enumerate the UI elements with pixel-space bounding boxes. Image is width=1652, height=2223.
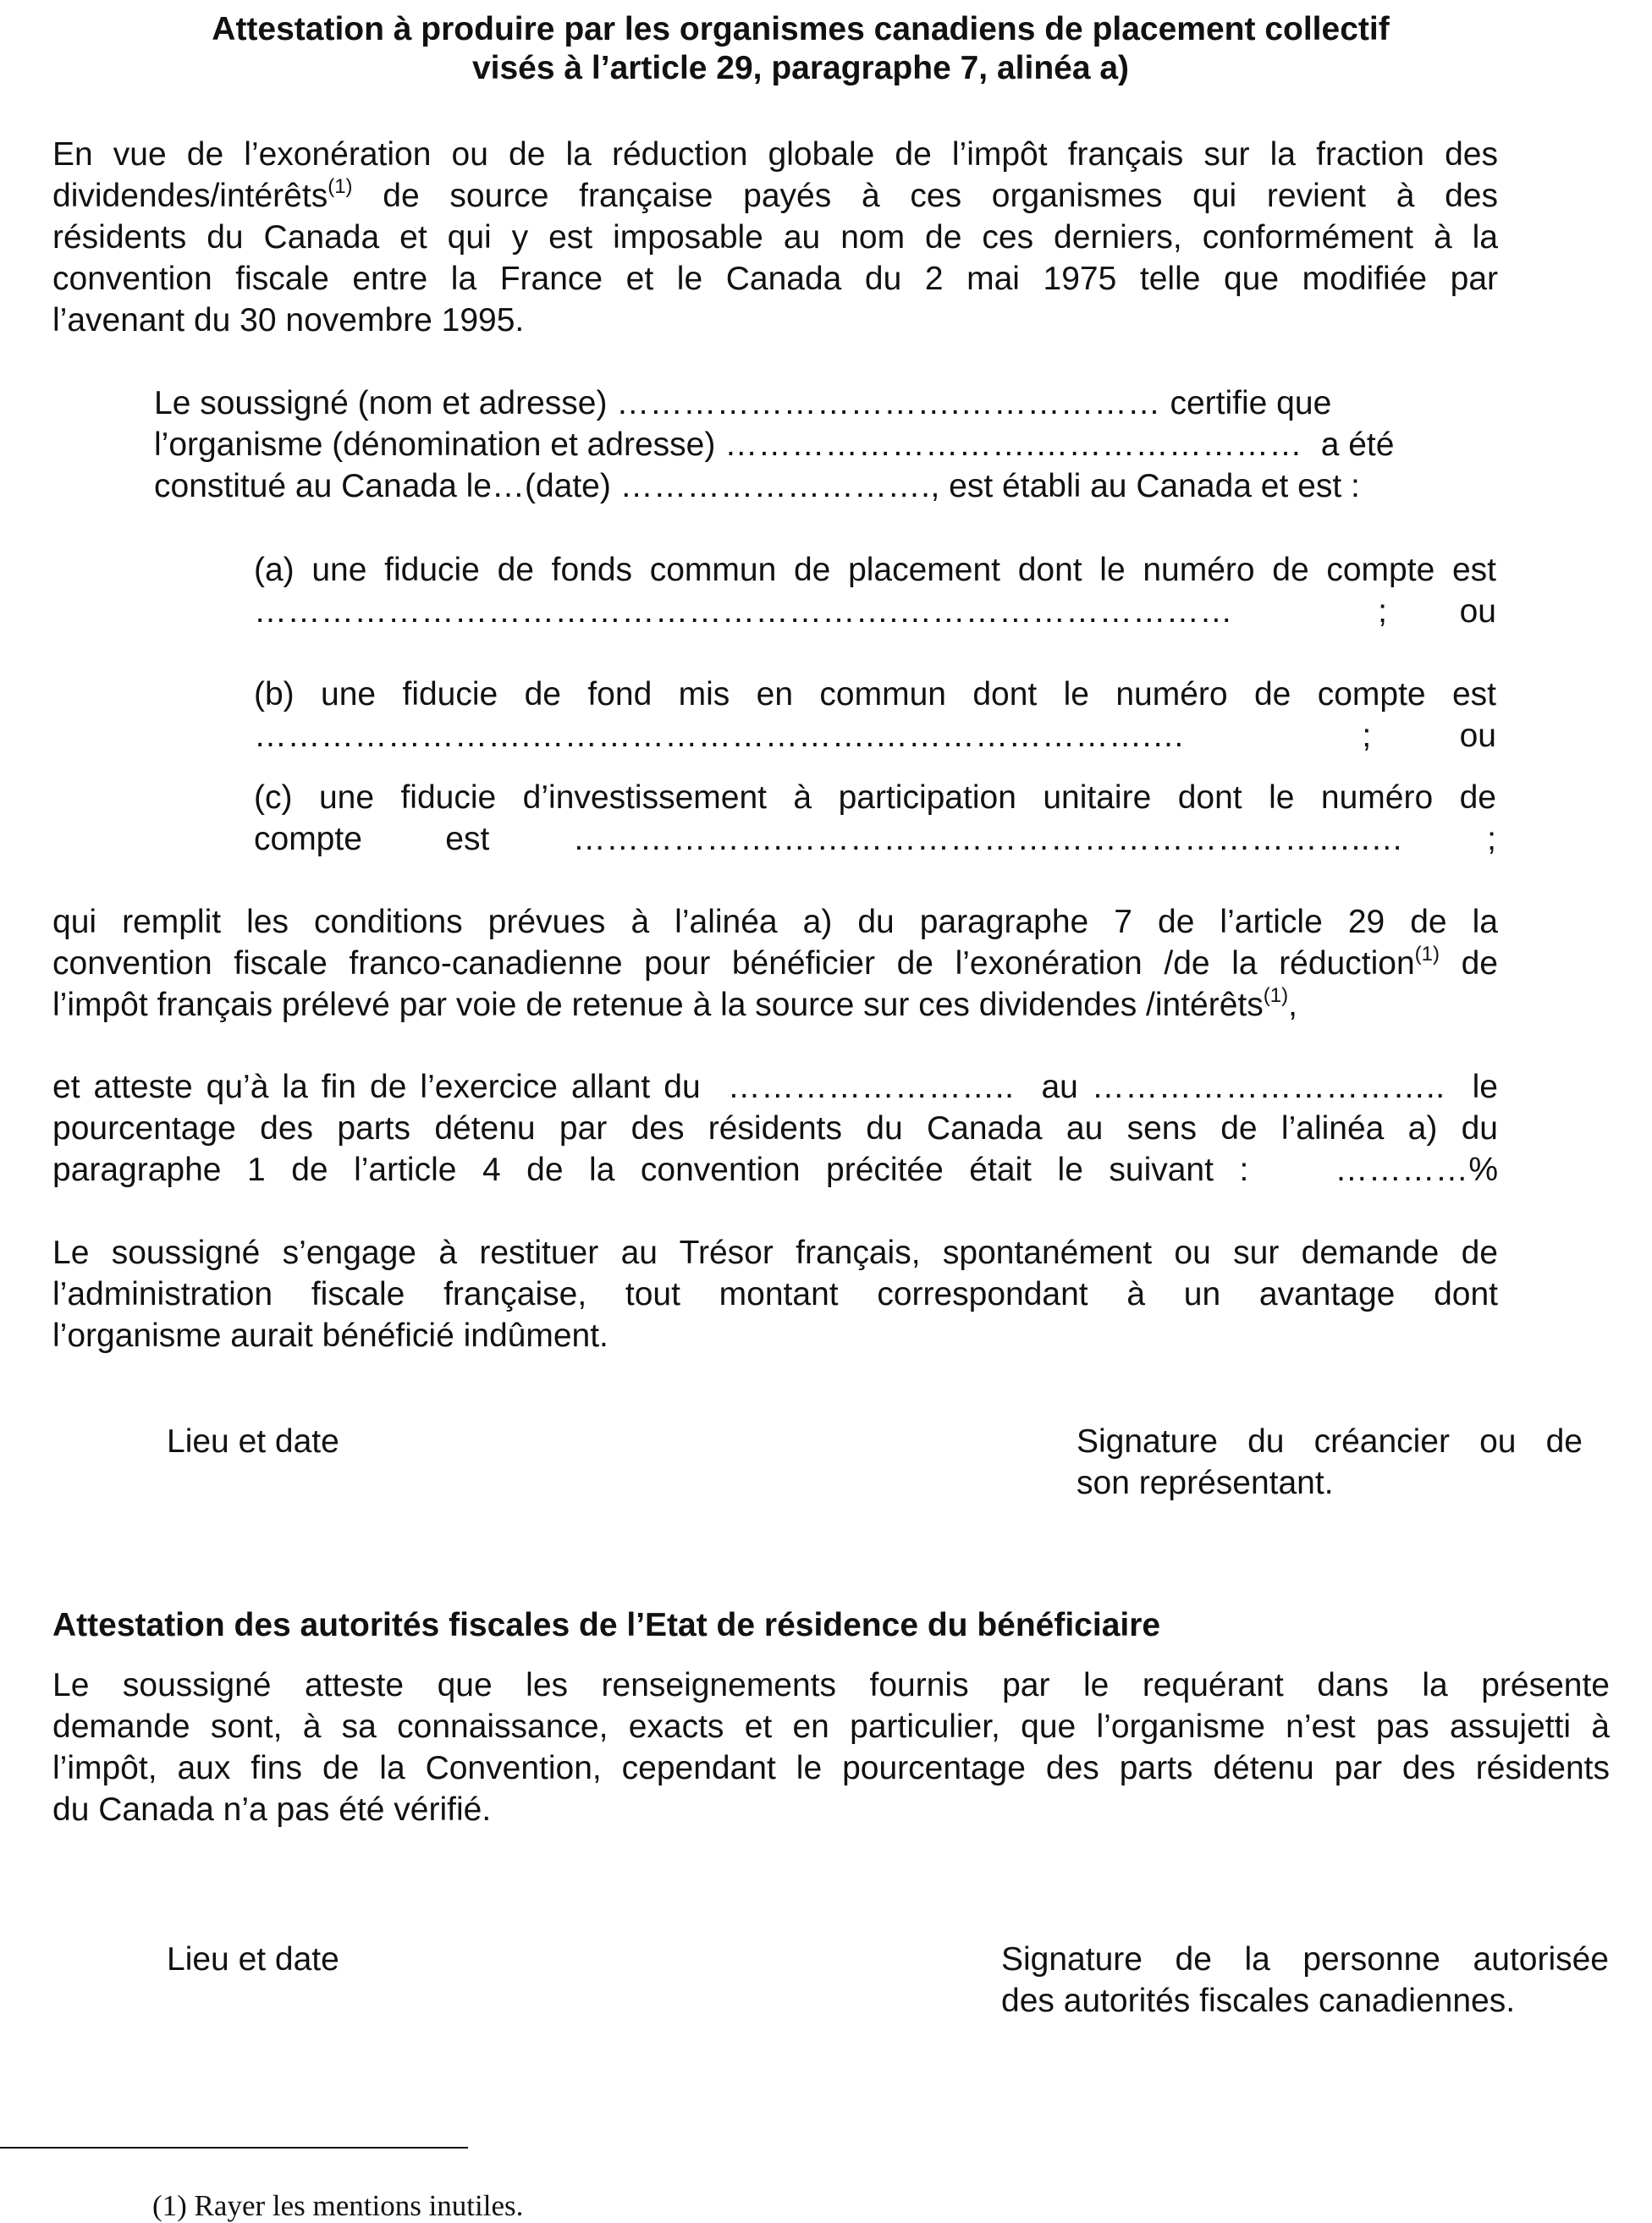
signature-line: son représentant.: [1077, 1465, 1334, 1501]
conditions-text: de: [1439, 945, 1498, 982]
undersigned-label: Le soussigné (nom et adresse): [154, 385, 608, 421]
conditions-text: ,: [1288, 987, 1297, 1023]
document-title: [52, 10, 1549, 88]
signature-line: Signature de la personne autorisée: [1001, 1941, 1609, 1978]
authority-signature-label: [1001, 1939, 1609, 2022]
option-a-line: [254, 591, 1496, 632]
option-a-end: ; ou: [1305, 593, 1497, 630]
organism-blank[interactable]: ……………………….……………………: [724, 426, 1303, 463]
intro-line: convention fiscale entre la France et le Canada du 2 mai 1975 telle que modifiée par: [52, 261, 1498, 297]
attest-line: [52, 1149, 1498, 1191]
option-b-text: (b) une fiducie de fond mis en commun dont le numéro de compte est: [254, 676, 1496, 713]
authorities-line: du Canada n’a pas été vérifié.: [52, 1791, 492, 1828]
intro-text: de source française payés à ces organismes qui revient à des: [352, 178, 1498, 214]
account-number-blank-c[interactable]: ……………….……………………………………………..…: [572, 821, 1404, 857]
undersigned-line: [154, 424, 1464, 465]
name-address-blank[interactable]: ………………………….………………: [616, 385, 1161, 421]
intro-line: résidents du Canada et qui y est imposable au nom de ces derniers, conformément à la: [52, 219, 1498, 256]
option-c-end: ;: [1403, 821, 1497, 857]
organism-label: l’organisme (dénomination et adresse): [154, 426, 716, 463]
footnote: (1) Rayer les mentions inutiles.: [152, 2189, 524, 2222]
date-blank[interactable]: ……………………….: [620, 468, 931, 504]
title-line-2: visés à l’article 29, paragraphe 7, alinéa a): [471, 50, 1130, 86]
conditions-paragraph: [52, 901, 1498, 1026]
attest-paragraph: [52, 1066, 1498, 1191]
footnote-ref: (1): [1414, 943, 1440, 966]
undersigned-text: a été: [1311, 426, 1395, 463]
footnote-ref: (1): [1263, 984, 1289, 1007]
intro-line: [52, 175, 1498, 217]
authorities-line: Le soussigné atteste que les renseignements fournis par le requérant dans la présente: [52, 1667, 1610, 1703]
attest-text: et atteste qu’à la fin de l’exercice allant du: [52, 1069, 714, 1105]
undersigned-text: , est établi au Canada et est :: [930, 468, 1360, 504]
intro-line: En vue de l’exonération ou de la réduction globale de l’impôt français sur la fraction des: [52, 136, 1498, 173]
undersigned-text: certifie que: [1170, 385, 1332, 421]
place-date-label-1: Lieu et date: [167, 1423, 339, 1460]
restitution-line: Le soussigné s’engage à restituer au Trésor français, spontanément ou sur demande de: [52, 1235, 1498, 1271]
signature-line: Signature du créancier ou de: [1077, 1423, 1583, 1460]
account-number-blank-b[interactable]: …………………….………………………….…………………….…: [254, 718, 1186, 754]
restitution-line: l’organisme aurait bénéficié indûment.: [52, 1318, 608, 1354]
creditor-signature-label: [1077, 1421, 1583, 1504]
attest-line: pourcentage des parts détenu par des résidents du Canada au sens de l’alinéa a) du: [52, 1110, 1498, 1147]
option-b-end: ; ou: [1273, 718, 1496, 754]
attest-line: [52, 1066, 1498, 1108]
option-c-text: (c) une fiducie d’investissement à participation unitaire dont le numéro de: [254, 779, 1496, 816]
attest-text: au: [1027, 1069, 1078, 1105]
option-c-line: [254, 818, 1496, 860]
account-number-blank-a[interactable]: ………………………………………………….…………………………: [254, 593, 1233, 630]
restitution-line: l’administration fiscale française, tout montant correspondant à un avantage dont: [52, 1276, 1498, 1312]
attest-text: paragraphe 1 de l’article 4 de la convention précitée était le suivant :: [52, 1152, 1249, 1188]
conditions-line: [52, 984, 1498, 1026]
option-b-line: [254, 715, 1496, 757]
conditions-line: qui remplit les conditions prévues à l’alinéa a) du paragraphe 7 de l’article 29 de la: [52, 904, 1498, 940]
undersigned-line: [154, 382, 1464, 424]
title-line-1: Attestation à produire par les organismes canadiens de placement collectif: [212, 11, 1390, 47]
footnote-separator: [0, 2147, 468, 2149]
option-c-label: compte est: [254, 821, 573, 857]
conditions-text: convention fiscale franco-canadienne pour bénéficier de l’exonération /de la réduction: [52, 945, 1415, 982]
undersigned-block: [154, 382, 1464, 507]
restitution-paragraph: [52, 1232, 1498, 1356]
authorities-line: l’impôt, aux fins de la Convention, cependant le pourcentage des parts détenu par des résidents: [52, 1750, 1610, 1786]
constitution-label: constitué au Canada le…(date): [154, 468, 620, 504]
option-b: [254, 674, 1496, 757]
attest-text: le: [1458, 1069, 1498, 1105]
option-c: [254, 777, 1496, 860]
exercise-end-blank[interactable]: …………………………..: [1091, 1069, 1446, 1105]
intro-text: dividendes/intérêts: [52, 178, 328, 214]
intro-line: l’avenant du 30 novembre 1995.: [52, 302, 525, 338]
percent-sign: %: [1468, 1152, 1498, 1188]
percentage-blank[interactable]: …………: [1335, 1152, 1469, 1188]
place-date-label-2: Lieu et date: [167, 1941, 339, 1978]
authorities-line: demande sont, à sa connaissance, exacts et en particulier, que l’organisme n’est pas assujetti à: [52, 1709, 1610, 1745]
option-a-text: (a) une fiducie de fonds commun de placement dont le numéro de compte est: [254, 552, 1496, 588]
option-a: [254, 549, 1496, 632]
undersigned-line: [154, 465, 1464, 507]
authorities-heading: Attestation des autorités fiscales de l’Etat de résidence du bénéficiaire: [52, 1607, 1161, 1643]
signature-line: des autorités fiscales canadiennes.: [1001, 1983, 1516, 2019]
intro-paragraph: [52, 134, 1498, 341]
conditions-line: [52, 943, 1498, 984]
exercise-start-blank[interactable]: ……………………..: [727, 1069, 1015, 1105]
conditions-text: l’impôt français prélevé par voie de retenue à la source sur ces dividendes /intérêts: [52, 987, 1264, 1023]
authorities-paragraph: [52, 1664, 1610, 1830]
footnote-ref: (1): [328, 175, 353, 198]
